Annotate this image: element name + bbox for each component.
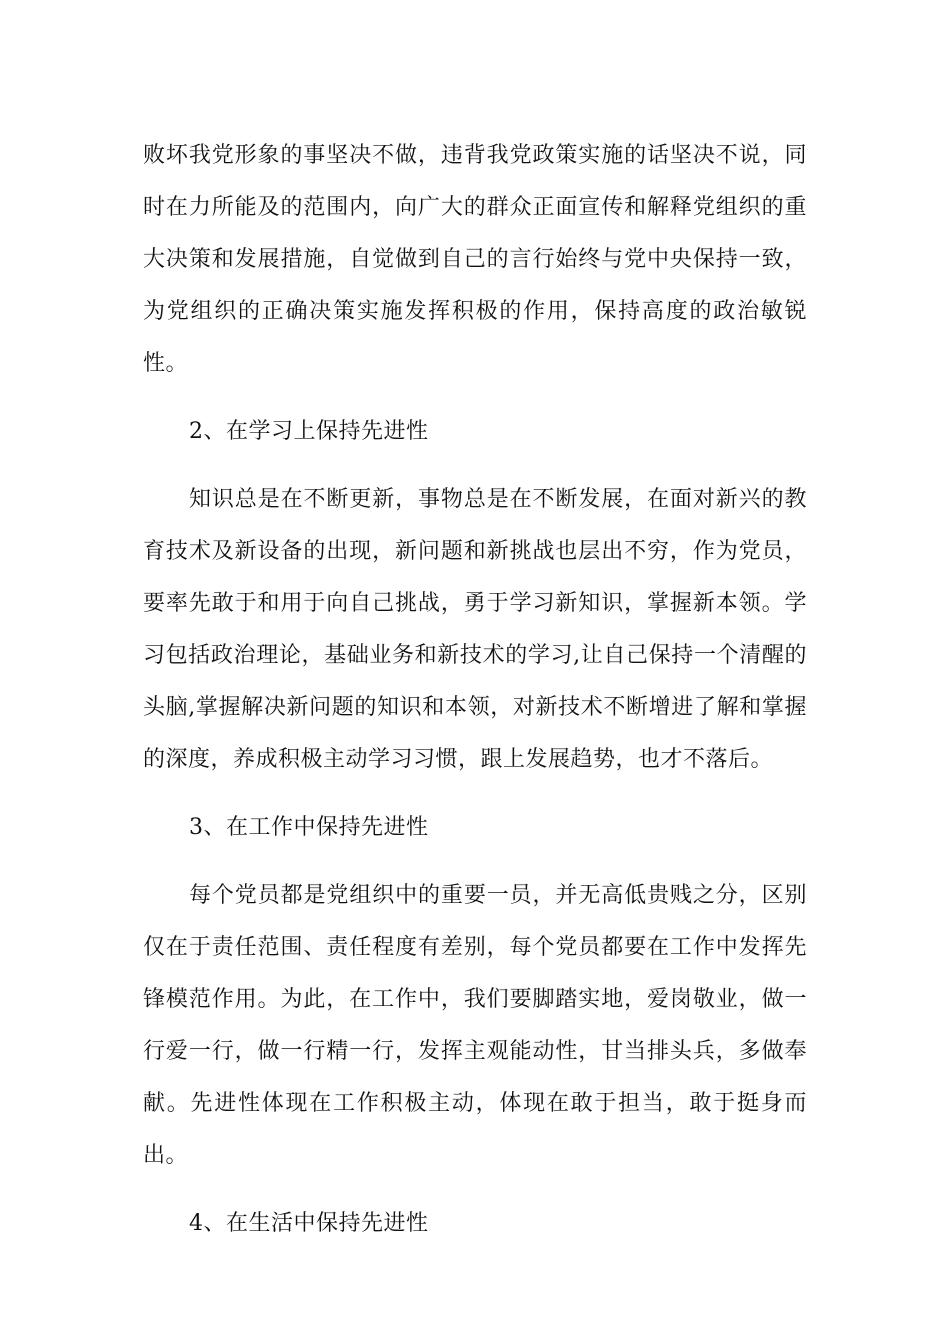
section-heading-life: 4、在生活中保持先进性: [189, 1211, 429, 1236]
section-heading-work: 3、在工作中保持先进性: [189, 815, 429, 840]
paragraph-study: 知识总是在不断更新，事物总是在不断发展，在面对新兴的教育技术及新设备的出现，新问题和新挑战也层出不穷，作为党员，要率先敢于和用于向自己挑战，勇于学习新知识，掌握新本领。学习包括政治理论，基础业务和新技术的学习,让自己保持一个清醒的头脑,掌握解决新问题的知识和本领，对新技术不断增进了解和掌握的深度，养成积极主动学习习惯，跟上发展趋势，也才不落后。: [143, 487, 807, 772]
paragraph-work: 每个党员都是党组织中的重要一员，并无高低贵贱之分，区别仅在于责任范围、责任程度有差别，每个党员都要在工作中发挥先锋模范作用。为此，在工作中，我们要脚踏实地，爱岗敬业，做一行爱一行，做一行精一行，发挥主观能动性，甘当排头兵，多做奉献。先进性体现在工作积极主动，体现在敢于担当，敢于挺身而出。: [143, 883, 807, 1168]
paragraph-continuation: 败坏我党形象的事坚决不做，违背我党政策实施的话坚决不说，同时在力所能及的范围内，向广大的群众正面宣传和解释党组织的重大决策和发展措施，自觉做到自己的言行始终与党中央保持一致，为党组织的正确决策实施发挥积极的作用，保持高度的政治敏锐性。: [143, 143, 807, 376]
section-heading-study: 2、在学习上保持先进性: [189, 419, 429, 444]
document-body: [143, 130, 807, 1266]
